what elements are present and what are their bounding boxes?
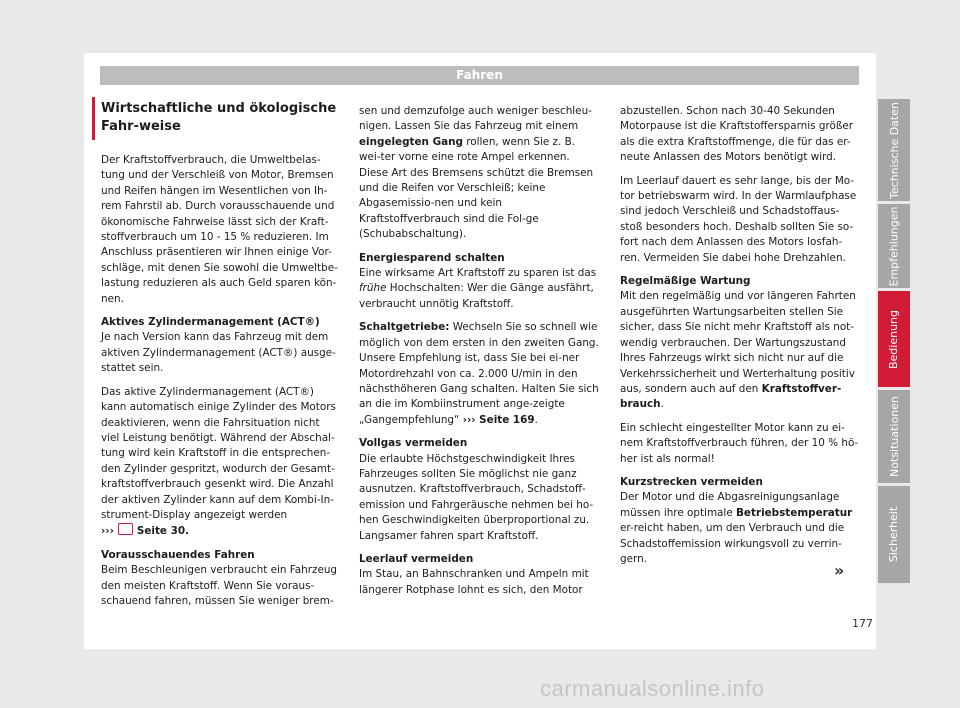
- kurzstrecken-paragraph: [620, 490, 860, 567]
- motorpause-paragraph: abzustellen. Schon nach 30-40 Sekunden Motorpause ist die Kraftstoffersparnis größer als die extra Kraftstoffmenge, die für das er-neute Anlassen des Motors benötigt wird.: [620, 105, 854, 164]
- tab-label: Empfehlungen: [887, 206, 901, 286]
- leerlauf-heading: Leerlauf vermeiden: [359, 552, 474, 565]
- continue-icon: »: [834, 561, 845, 580]
- wartung-text-bold: Kraftstoffver-brauch: [620, 382, 842, 411]
- page-number: 177: [852, 617, 873, 630]
- vollgas-heading: Vollgas vermeiden: [359, 437, 468, 450]
- column-3: [620, 104, 860, 567]
- rollen-text-a: sen und demzufolge auch weniger beschleu-nigen. Lassen Sie das Fahrzeug mit einem: [359, 105, 592, 133]
- rollen-text-bold: eingelegten Gang: [359, 135, 463, 148]
- section-title: Wirtschaftliche und ökologische Fahr-weise: [101, 101, 337, 134]
- act-paragraph-2-text: Das aktive Zylindermanagement (ACT®) kann automatisch einige Zylinder des Motors deaktivieren, wenn die Fahrsituation nicht viel Leistung benötigt. Während der Abschal-tung wird kein Kraftstoff in die entsprechen-den Zylinder gespritzt, wodurch der Gesamt-kraftstoffverbrauch gesenkt wird. Die Anzahl der aktiven Zylinder kann auf dem Kombi-In-strument-Display angezeigt werden: [101, 385, 336, 521]
- watermark: carmanualsonline.info: [540, 676, 765, 701]
- schalt-paragraph: [359, 320, 599, 428]
- schalt-text: Wechseln Sie so schnell wie möglich von dem ersten in den zweiten Gang. Unsere Empfehlung ist, dass Sie bei ei-ner Motordrehzahl von ca. 2.000 U/min in den nächsthöheren Gang schalten. Halten Sie sich an die im Kombiinstrument ange-zeigte „Gangempfehlung“: [359, 321, 599, 426]
- tab-label: Notsituationen: [887, 396, 901, 477]
- column-2: [359, 104, 599, 598]
- tab-label: Sicherheit: [887, 506, 901, 563]
- energie-text-a: Eine wirksame Art Kraftstoff zu sparen ist das: [359, 267, 597, 280]
- tab-technische-daten[interactable]: [878, 99, 910, 201]
- vorausschauend-paragraph: Beim Beschleunigen verbraucht ein Fahrzeug den meisten Kraftstoff. Wenn Sie voraus-schauend fahren, müssen Sie weniger brem-: [101, 564, 338, 607]
- intro-paragraph: Der Kraftstoffverbrauch, die Umweltbelas-tung und der Verschleiß von Motor, Bremsen und Reifen hängen im Wesentlichen von Ih-rem Fahrstil ab. Durch vorausschauende und ökonomische Fahrweise lässt sich der Kraft-stoffverbrauch um 10 - 15 % reduzieren. Im Anschluss präsentieren wir Ihnen einige Vor-schläge, mit denen Sie sowohl die Umweltbe-lastung reduzieren als auch Geld sparen kön-nen.: [101, 154, 338, 305]
- wartung-heading: Regelmäßige Wartung: [620, 275, 751, 288]
- tab-empfehlungen[interactable]: [878, 204, 910, 288]
- wartung-text-c: .: [660, 398, 664, 411]
- act-ref-arrows: ›››: [101, 525, 114, 538]
- tab-label: Bedienung: [887, 309, 901, 369]
- act-paragraph-1: Je nach Version kann das Fahrzeug mit dem aktiven Zylindermanagement (ACT®) ausge-stattet sein.: [101, 331, 336, 375]
- energie-text-c: Hochschalten: Wer die Gänge ausfährt, verbraucht unnötig Kraftstoff.: [359, 282, 594, 310]
- schalt-end: .: [534, 413, 538, 426]
- kurz-text-a: Der Motor und die Abgasreinigungsanlage müssen ihre optimale: [620, 491, 840, 519]
- act-paragraph-2: [101, 385, 341, 540]
- tab-bedienung[interactable]: [878, 291, 910, 387]
- leerlauf-paragraph: Im Stau, an Bahnschranken und Ampeln mit längerer Rotphase lohnt es sich, den Motor: [359, 568, 589, 596]
- rollen-paragraph: [359, 104, 599, 243]
- warmlauf-paragraph: Im Leerlauf dauert es sehr lange, bis der Mo-tor betriebswarm wird. In der Warmlaufphase sind jedoch Verschleiß und Schadstoffaus-stoß besonders hoch. Deshalb sollten Sie so-fort nach dem Anlassen des Motors losfah-ren. Vermeiden Sie dabei hohe Drehzahlen.: [620, 174, 857, 264]
- kurzstrecken-heading: Kurzstrecken vermeiden: [620, 475, 763, 488]
- kurz-text-c: er-reicht haben, um den Verbrauch und die Schadstoffemission wirkungsvoll zu verrin-gern.: [620, 522, 845, 565]
- wartung-paragraph: [620, 289, 860, 412]
- chapter-header: Fahren: [100, 66, 859, 85]
- vollgas-paragraph: Die erlaubte Höchstgeschwindigkeit Ihres Fahrzeuges sollten Sie möglichst nie ganz ausnutzen. Kraftstoffverbrauch, Schadstoff-emission und Fahrgeräusche nehmen bei ho-hen Geschwindigkeiten überproportional zu. Langsamer fahren spart Kraftstoff.: [359, 452, 594, 542]
- column-1: [101, 153, 341, 609]
- tab-sicherheit[interactable]: [878, 486, 910, 583]
- motor-paragraph: Ein schlecht eingestellter Motor kann zu ei-nem Kraftstoffverbrauch führen, der 10 % hö-her ist als normal!: [620, 421, 859, 465]
- schalt-label: Schaltgetriebe:: [359, 321, 450, 334]
- act-page-link[interactable]: Seite 30.: [136, 525, 189, 538]
- title-accent-bar: [92, 97, 95, 140]
- tab-notsituationen[interactable]: [878, 390, 910, 483]
- rollen-text-c: rollen, wenn Sie z. B. wei-ter vorne eine rote Ampel erkennen. Diese Art des Bremsens schützt die Bremsen und die Reifen vor Verschleiß; keine Abgasemissio-nen und kein Kraftstoffverbrauch sind die Fol-ge (Schubabschaltung).: [359, 135, 594, 241]
- energie-text-italic: frühe: [359, 282, 387, 295]
- act-heading: Aktives Zylindermanagement (ACT®): [101, 316, 320, 329]
- energie-paragraph: [359, 266, 599, 312]
- kurz-text-bold: Betriebstemperatur: [736, 506, 853, 519]
- schalt-page-link[interactable]: ››› Seite 169: [462, 413, 535, 426]
- book-icon: [118, 523, 133, 535]
- energie-heading: Energiesparend schalten: [359, 251, 505, 264]
- vorausschauend-heading: Vorausschauendes Fahren: [101, 548, 255, 561]
- tab-label: Technische Daten: [887, 101, 901, 199]
- wartung-text-a: Mit den regelmäßig und vor längeren Fahrten ausgeführten Wartungsarbeiten stellen Sie sicher, dass Sie nicht mehr Kraftstoff als not-wendig verbrauchen. Der Wartungszustand Ihres Fahrzeugs wirkt sich nicht nur auf die Verkehrssicherheit und Werterhaltung positiv aus, sondern auch auf den: [620, 290, 856, 395]
